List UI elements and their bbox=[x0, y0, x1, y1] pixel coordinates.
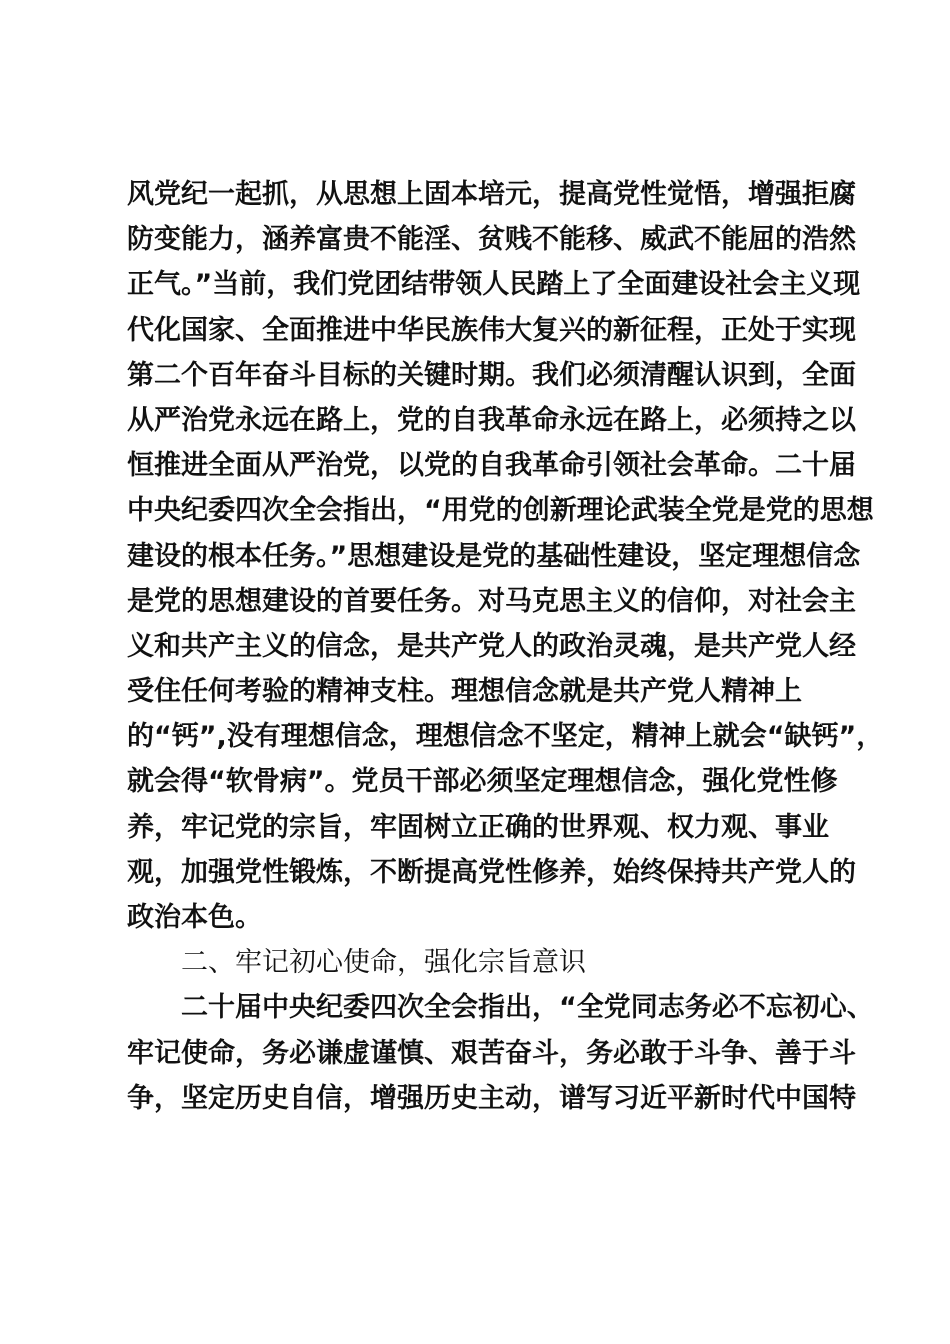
body-line: 代化国家、全面推进中华民族伟大复兴的新征程，正处于实现 bbox=[127, 314, 856, 346]
paragraph-line: 二十届中央纪委四次全会指出，“全党同志务必不忘初心、 bbox=[181, 992, 874, 1024]
body-line: 第二个百年奋斗目标的关键时期。我们必须清醒认识到，全面 bbox=[127, 359, 856, 391]
body-line: 的“钙”,没有理想信念，理想信念不坚定，精神上就会“缺钙”， bbox=[127, 721, 884, 753]
document-body bbox=[127, 172, 884, 1121]
body-line: 义和共产主义的信念，是共产党人的政治灵魂，是共产党人经 bbox=[127, 630, 856, 662]
body-line: 建设的根本任务。”思想建设是党的基础性建设，坚定理想信念 bbox=[127, 540, 861, 572]
section-heading: 二、牢记初心使命，强化宗旨意识 bbox=[181, 947, 586, 979]
body-line: 从严治党永远在路上，党的自我革命永远在路上，必须持之以 bbox=[127, 404, 856, 436]
body-line: 政治本色。 bbox=[127, 902, 262, 933]
body-line: 风党纪一起抓，从思想上固本培元，提高党性觉悟，增强拒腐 bbox=[127, 179, 856, 210]
body-line: 是党的思想建设的首要任务。对马克思主义的信仰，对社会主 bbox=[127, 585, 856, 617]
paragraph-line: 争，坚定历史自信，增强历史主动，谱写习近平新时代中国特 bbox=[127, 1082, 856, 1114]
body-line: 就会得“软骨病”。党员干部必须坚定理想信念，强化党性修 bbox=[127, 766, 838, 798]
paragraph-line: 牢记使命，务必谦虚谨慎、艰苦奋斗，务必敢于斗争、善于斗 bbox=[127, 1037, 856, 1069]
body-line: 受住任何考验的精神支柱。理想信念就是共产党人精神上 bbox=[127, 676, 802, 708]
body-line: 观，加强党性锻炼，不断提高党性修养，始终保持共产党人的 bbox=[127, 856, 856, 888]
body-line: 中央纪委四次全会指出，“用党的创新理论武装全党是党的思想 bbox=[127, 495, 874, 527]
body-line: 防变能力，涵养富贵不能淫、贫贱不能移、威武不能屈的浩然 bbox=[127, 224, 856, 256]
body-line: 正气。”当前，我们党团结带领人民踏上了全面建设社会主义现 bbox=[127, 269, 861, 301]
body-line: 养，牢记党的宗旨，牢固树立正确的世界观、权力观、事业 bbox=[127, 811, 829, 843]
body-line: 恒推进全面从严治党，以党的自我革命引领社会革命。二十届 bbox=[127, 450, 856, 482]
